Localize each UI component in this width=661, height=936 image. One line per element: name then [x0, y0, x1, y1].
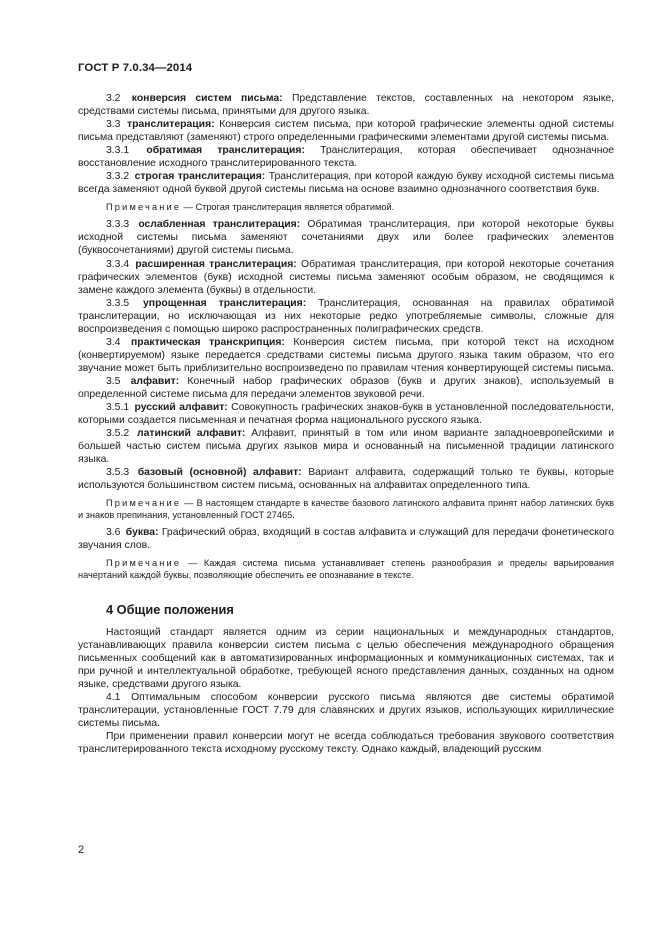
note-label: Примечание [106, 558, 182, 569]
clause-number: 3.5 [106, 375, 121, 387]
document-body [78, 92, 614, 756]
document-header: ГОСТ Р 7.0.34—2014 [78, 62, 193, 74]
term-definition: Транслитерация, при которой каждую букву исходной системы письма всегда заменяют одной буквой другой системы письма на основе взаимно однозначного соответствия букв. [78, 171, 614, 196]
clause-number: 3.3.2 [106, 171, 130, 183]
term-definition: Транслитерация, которая обеспечивает однозначное восстановление исходного транслитерированного текста. [78, 145, 615, 170]
note-text: — В настоящем стандарте в качестве базового латинского алфавита принят набор латинских букв и знаков препинания, установленный ГОСТ 27465. [78, 498, 614, 521]
definition-paragraph [78, 218, 614, 257]
definition-paragraph [78, 466, 614, 492]
term-definition: Совокупность графических знаков-букв в установленной последовательности, которыми создается письменная и печатная форма национального русского языка. [78, 402, 614, 427]
definition-paragraph [78, 258, 614, 297]
term-definition: Конечный набор графических образов (букв и других знаков), используемый в определенной системе письма для передачи элементов звуковой речи. [78, 375, 615, 400]
body-paragraph: 4.1 Оптимальным способом конверсии русского письма являются две системы обратимой транслитерации, установленные ГОСТ 7.79 для славянских и других языков, использующих кириллические системы письма. [78, 691, 614, 729]
term-definition: Алфавит, принятый в том или ином варианте западноевропейскими и большей частью систем письма других языков мира и основанный на письменной традиции латинского языка. [78, 428, 614, 466]
term-name: расширенная транслитерация: [135, 258, 297, 270]
term-definition: Графический образ, входящий в состав алфавита и служащий для передачи фонетического звучания слов. [78, 527, 614, 552]
term-name: транслитерация: [127, 119, 215, 131]
clause-number: 3.5.2 [106, 428, 130, 440]
definition-paragraph [78, 427, 614, 466]
note-paragraph [78, 557, 614, 581]
term-name: алфавит: [130, 375, 180, 387]
body-paragraph: При применении правил конверсии могут не всегда соблюдаться требования звукового соответствия транслитерированного текста исходному русскому тексту. Однако каждый, владеющий русским [78, 730, 614, 755]
note-paragraph [78, 201, 614, 213]
term-name: базовый (основной) алфавит: [137, 467, 302, 479]
term-name: упрощенная транслитерация: [143, 297, 307, 309]
term-definition: Обратимая транслитерация, при которой некоторые буквы исходной системы письма заменяют сочетаниями двух или более графических элементов (буквосочетаниями) другой системы письма. [78, 219, 614, 257]
section-heading: 4 Общие положения [106, 602, 234, 618]
term-name: конверсия систем письма: [131, 93, 283, 104]
note-label: Примечание [106, 202, 182, 213]
definition-paragraph [78, 401, 614, 427]
definition-paragraph [78, 375, 614, 401]
term-name: строгая транслитерация: [134, 171, 266, 183]
term-definition: Конверсия систем письма, при которой графические элементы одной системы письма представляют (заменяют) строго определенными графическими элементами другой системы письма. [78, 119, 615, 144]
note-label: Примечание [106, 498, 182, 509]
definition-paragraph [78, 526, 614, 552]
clause-number: 3.3.4 [106, 258, 130, 270]
definition-paragraph [78, 336, 614, 375]
term-definition: Представление текстов, составленных на некотором языке, средствами системы письма, принятыми для другого языка. [78, 93, 615, 118]
clause-number: 3.3 [106, 119, 121, 131]
term-name: буква: [125, 527, 159, 539]
definition-paragraph [78, 144, 614, 170]
term-name: практическая транскрипция: [130, 336, 285, 348]
note-text: — Строгая транслитерация является обратимой. [181, 202, 395, 213]
clause-number: 3.3.1 [106, 145, 130, 157]
clause-number: 3.6 [106, 527, 121, 539]
term-name: латинский алфавит: [137, 428, 246, 440]
clause-number: 3.4 [106, 336, 121, 348]
clause-number: 3.3.3 [106, 219, 130, 231]
note-text: — Каждая система письма устанавливает степень разнообразия и пределы варьирования начертаний каждой буквы, позволяющие обеспечить ее опознавание в тексте. [78, 558, 614, 581]
note-paragraph [78, 497, 614, 521]
term-name: русский алфавит: [134, 402, 228, 414]
clause-number: 3.5.3 [106, 467, 130, 479]
term-definition: Конверсия систем письма, при которой текст на исходном (конвертируемом) языке передается средствами системы письма другого языка таким образом, что его звучание может быть приблизительно воспроизведено по правилам чтения конвертирующей системы письма. [78, 336, 614, 374]
definition-paragraph [78, 92, 614, 118]
body-paragraph: Настоящий стандарт является одним из серии национальных и международных стандартов, устанавливающих правила конверсии систем письма с целью обеспечения международного обращения письменных сообщений как в автоматизированных информационных и коммуникационных системах, так и при ручной и интеллектуальной обработке, требующей ясного представления данных, созданных на одном языке, средствами другого языка. [78, 626, 614, 690]
clause-number: 3.5.1 [106, 402, 130, 414]
term-definition: Обратимая транслитерация, при которой некоторые сочетания графических элементов (букв) исходной системы письма заменяют особым образом, не сводящимся к замене каждого элемента (буквы) в отдельности. [78, 258, 614, 296]
clause-number: 3.3.5 [106, 297, 130, 309]
definition-paragraph [78, 170, 614, 196]
definition-paragraph [78, 118, 614, 144]
term-name: ослабленная транслитерация: [138, 219, 301, 231]
definition-paragraph [78, 297, 614, 336]
clause-number: 3.2 [106, 93, 121, 104]
page-number: 2 [78, 844, 85, 856]
term-definition: Транслитерация, основанная на правилах обратимой транслитерации, но исключающая из них некоторые редко употребляемые символы, сложные для воспроизведения с помощью широко распространенных полиграфических средств. [78, 297, 614, 335]
term-definition: Вариант алфавита, содержащий только те буквы, которые используются большинством систем письма, основанных на алфавитах определенного типа. [78, 467, 614, 492]
term-name: обратимая транслитерация: [146, 145, 305, 157]
